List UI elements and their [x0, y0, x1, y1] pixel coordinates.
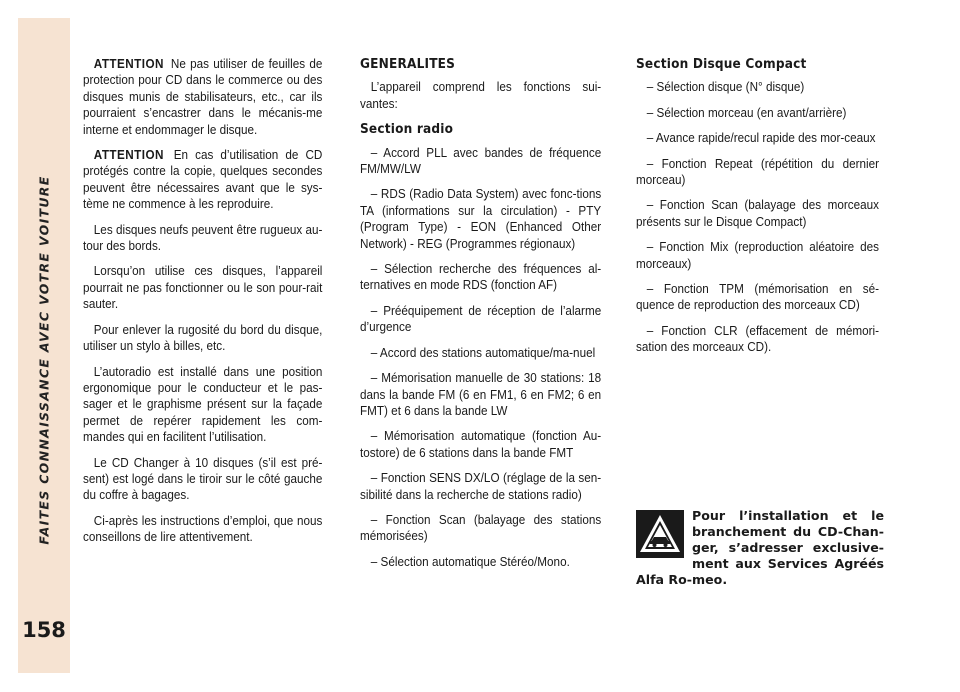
list-item: – Accord PLL avec bandes de fréquence FM/MW/LW — [360, 144, 602, 177]
list-item: – Fonction Repeat (répétition du dernier morceau) — [636, 155, 879, 188]
paragraph: Le CD Changer à 10 disques (s’il est pré-sent) est logé dans le tiroir sur le côté gauche du coffre à bagages. — [83, 454, 323, 503]
attention-paragraph-2 — [83, 147, 322, 213]
paragraph: Ci-après les instructions d’emploi, que nous conseillons de lire attentivement. — [83, 512, 323, 545]
list-item: – Sélection automatique Stéréo/Mono. — [370, 553, 570, 569]
list-item: – Avance rapide/recul rapide des mor-ceaux — [646, 130, 876, 146]
section-heading-radio: Section radio — [360, 121, 454, 138]
column-right — [636, 56, 879, 365]
section-heading-cd: Section Disque Compact — [636, 56, 807, 72]
list-item: – Mémorisation automatique (fonction Au-tostore) de 6 stations dans la bande FMT — [360, 428, 602, 460]
list-item: – Fonction Mix (reproduction aléatoire des morceaux) — [636, 239, 879, 271]
attention-label: ATTENTION — [93, 56, 164, 71]
attention-paragraph-1 — [83, 56, 322, 138]
warning-text: Pour l’installation et le branchement du CD-Chan-ger, s’adresser exclusive-ment aux Services Agréés Alfa Ro-meo. — [636, 508, 884, 587]
column-middle — [360, 56, 601, 579]
list-item: – Sélection disque (N° disque) — [646, 79, 805, 95]
list-item: – Fonction TPM (mémorisation en sé-quence de reproduction des morceaux CD) — [636, 281, 879, 313]
column-left — [83, 56, 322, 555]
page-number: 158 — [22, 618, 66, 642]
list-item: – Sélection recherche des fréquences al-ternatives en mode RDS (fonction AF) — [360, 261, 602, 293]
list-item: – Fonction Scan (balayage des morceaux présents sur le Disque Compact) — [636, 197, 879, 229]
list-item: – Mémorisation manuelle de 30 stations: 18 dans la bande FM (6 en FM1, 6 en FM2; 6 en FMT) et 6 dans la bande LW — [360, 370, 602, 418]
list-item: – Fonction Scan (balayage des stations mémorisées) — [360, 511, 602, 544]
section-title-vertical: FAITES CONNAISSANCE AVEC VOTRE VOITURE — [36, 175, 52, 545]
list-item: – Prééquipement de réception de l’alarme d’urgence — [360, 302, 602, 335]
attention-text-1: Ne pas utiliser de feuilles de protection pour CD dans le commerce ou des disques munis de stabilisateurs, etc., car ils pourraient s’encastrer dans le mécanis-me interne et endommager le disque. — [83, 56, 323, 137]
warning-triangle-car-icon — [636, 510, 684, 558]
warning-box — [636, 508, 884, 588]
paragraph: Lorsqu’on utilise ces disques, l’appareil pourrait ne pas fonctionner ou le son pour-rait sauter. — [83, 263, 323, 312]
attention-label: ATTENTION — [93, 147, 164, 163]
list-item: – Fonction SENS DX/LO (réglage de la sen-sibilité dans la recherche de stations radio) — [360, 470, 602, 502]
paragraph: Pour enlever la rugosité du bord du disque, utiliser un stylo à billes, etc. — [83, 321, 323, 354]
list-item: – RDS (Radio Data System) avec fonc-tions TA (informations sur la circulation) - PTY (Program Type) - EON (Enhanced Other Network) - REG (Programmes régionaux) — [360, 186, 602, 251]
intro-paragraph: L’appareil comprend les fonctions sui-vantes: — [360, 79, 602, 111]
attention-text-2: En cas d’utilisation de CD protégés contre la copie, quelques secondes peuvent être nécessaires avant que le sys-tème ne commence à les reproduire. — [83, 147, 323, 212]
paragraph: Les disques neufs peuvent être rugueux au-tour des bords. — [83, 221, 323, 254]
list-item: – Accord des stations automatique/ma-nuel — [370, 344, 596, 360]
paragraph: L’autoradio est installé dans une position ergonomique pour le conducteur et le pas-sager et le graphisme présent sur la façade permet de repérer rapidement les com-mandes qui en facilitent l’utilisation. — [83, 363, 323, 445]
list-item: – Sélection morceau (en avant/arrière) — [646, 104, 847, 120]
section-heading-generalites: GENERALITES — [360, 56, 456, 72]
list-item: – Fonction CLR (effacement de mémori-sation des morceaux CD). — [636, 322, 879, 355]
